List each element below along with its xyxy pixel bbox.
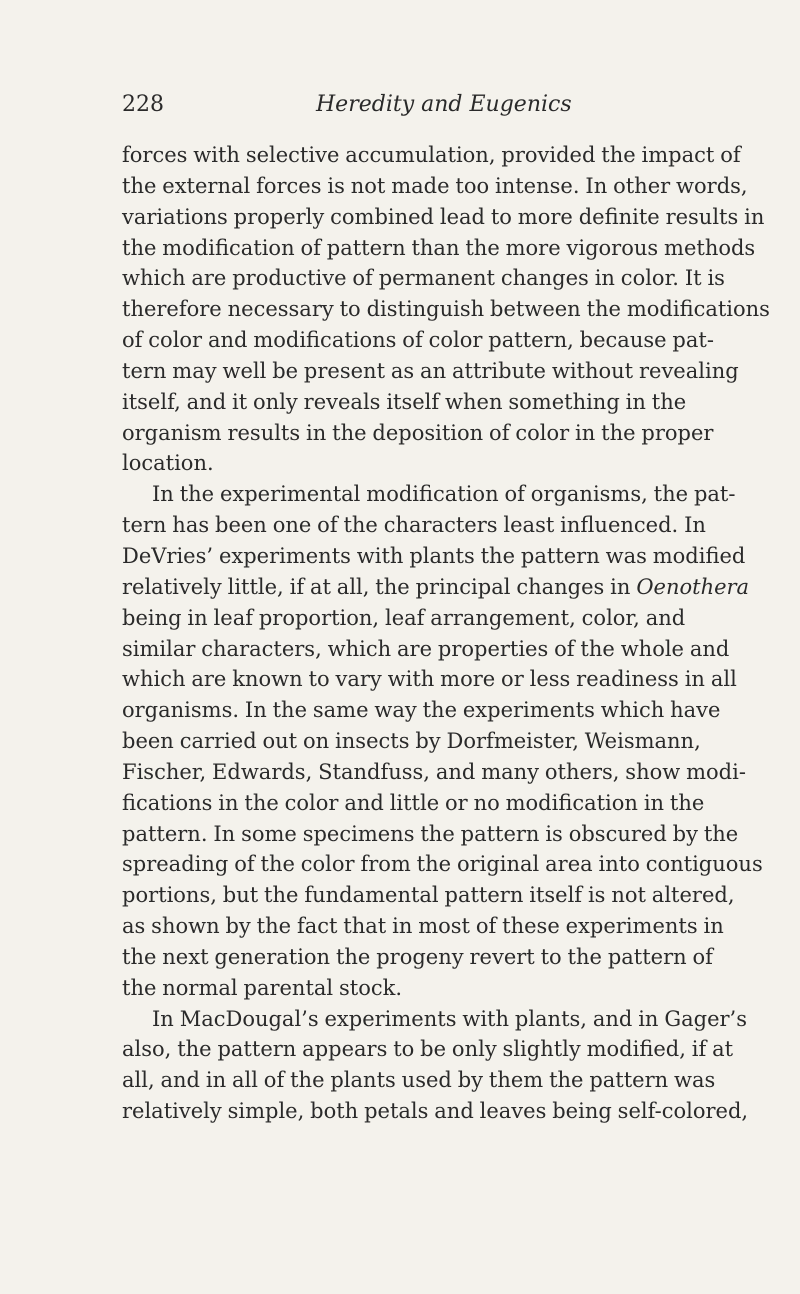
page-number: 228 bbox=[122, 92, 164, 117]
text-line: forces with selective accumulation, provided the impact of bbox=[122, 143, 741, 167]
text-line: the modification of pattern than the more vigorous methods bbox=[122, 235, 756, 260]
text-line: portions, but the fundamental pattern itself is not altered, bbox=[122, 883, 735, 908]
text-line: which are productive of permanent changes in color. It is bbox=[122, 266, 725, 291]
text-line-with-italic bbox=[122, 572, 750, 603]
text-line: similar characters, which are properties of the whole and bbox=[122, 636, 730, 661]
text-line: In the experimental modification of organisms, the pat- bbox=[152, 482, 736, 507]
text-line: organism results in the deposition of color in the proper bbox=[122, 420, 714, 445]
running-title: Heredity and Eugenics bbox=[316, 92, 572, 117]
text-line: tern has been one of the characters least influenced. In bbox=[122, 513, 706, 538]
text-line: of color and modifications of color pattern, because pat- bbox=[122, 328, 714, 353]
text-line-before-italic: relatively little, if at all, the principal changes in bbox=[122, 574, 637, 599]
text-line: Fischer, Edwards, Standfuss, and many others, show modi- bbox=[122, 759, 746, 784]
text-line: therefore necessary to distinguish between the modifications bbox=[122, 297, 770, 322]
text-line: which are known to vary with more or less readiness in all bbox=[122, 667, 737, 692]
text-line: In MacDougal’s experiments with plants, and in Gager’s bbox=[152, 1006, 747, 1031]
body-text bbox=[122, 140, 770, 1127]
italic-term: Oenothera bbox=[636, 574, 750, 599]
text-line: spreading of the color from the original area into contiguous bbox=[122, 852, 763, 877]
text-line: fications in the color and little or no modification in the bbox=[122, 790, 705, 815]
running-head bbox=[122, 90, 662, 120]
text-line: tern may well be present as an attribute without revealing bbox=[122, 358, 739, 383]
text-line: DeVries’ experiments with plants the pattern was modified bbox=[122, 543, 746, 568]
text-line: itself, and it only reveals itself when something in the bbox=[122, 389, 687, 414]
text-line: as shown by the fact that in most of these experiments in bbox=[122, 914, 724, 939]
text-line: the next generation the progeny revert to the pattern of bbox=[122, 944, 713, 969]
text-line: the external forces is not made too intense. In other words, bbox=[122, 173, 748, 198]
text-line: being in leaf proportion, leaf arrangement, color, and bbox=[122, 605, 686, 630]
text-line: variations properly combined lead to more definite results in bbox=[122, 204, 765, 229]
text-line: relatively simple, both petals and leaves being self-colored, bbox=[122, 1099, 749, 1124]
text-line: all, and in all of the plants used by them the pattern was bbox=[122, 1068, 716, 1093]
text-line: pattern. In some specimens the pattern is obscured by the bbox=[122, 821, 739, 846]
text-line: also, the pattern appears to be only slightly modified, if at bbox=[122, 1037, 734, 1062]
text-line: location. bbox=[122, 451, 214, 476]
text-line: the normal parental stock. bbox=[122, 975, 403, 1000]
text-line: been carried out on insects by Dorfmeister, Weismann, bbox=[122, 729, 701, 754]
text-line: organisms. In the same way the experiments which have bbox=[122, 698, 721, 723]
